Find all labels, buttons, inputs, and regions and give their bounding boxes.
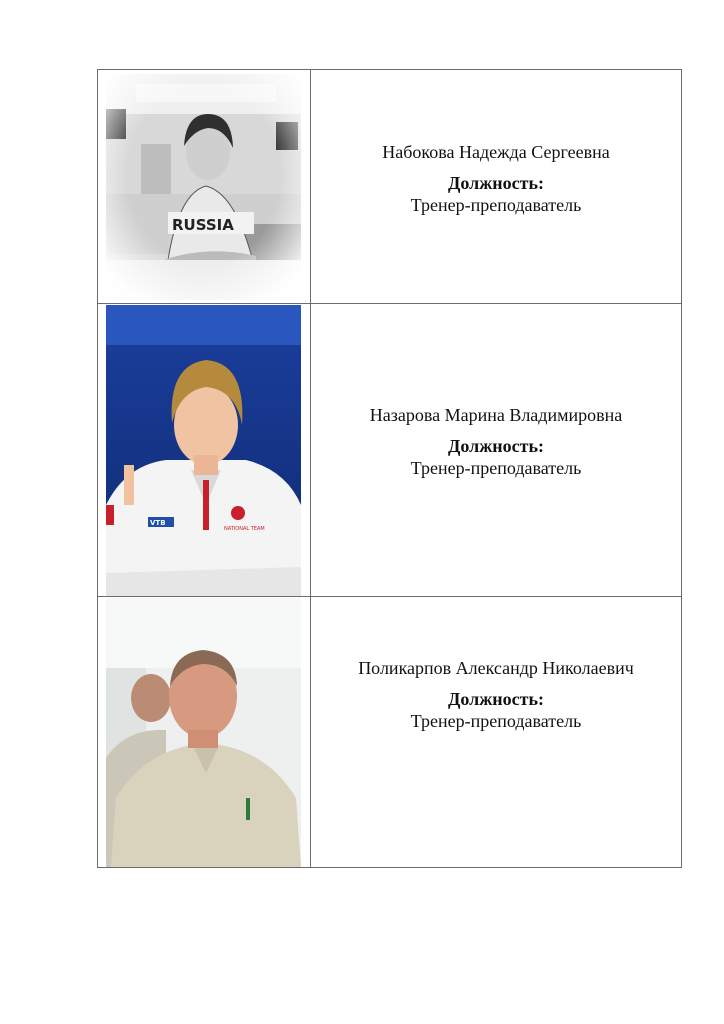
photo-cell xyxy=(98,304,311,597)
person-name: Назарова Марина Владимировна xyxy=(369,405,623,425)
position-label: Должность: xyxy=(447,689,544,709)
staff-row xyxy=(98,597,682,868)
person-name: Набокова Надежда Сергеевна xyxy=(382,141,610,162)
photo-cell xyxy=(98,70,311,304)
position-label: Должность: xyxy=(447,172,544,193)
svg-text:VTB: VTB xyxy=(150,519,166,527)
position-value: Тренер-преподаватель xyxy=(410,458,582,478)
staff-photo-nabokova xyxy=(106,74,301,300)
staff-row xyxy=(98,70,682,304)
staff-row xyxy=(98,304,682,597)
position-label: Должность: xyxy=(447,436,544,456)
position-value: Тренер-преподаватель xyxy=(410,711,582,731)
info-cell xyxy=(311,597,682,868)
svg-text:NATIONAL TEAM: NATIONAL TEAM xyxy=(224,526,265,532)
staff-photo-nazarova xyxy=(106,305,301,596)
staff-photo-polikarpov xyxy=(106,598,301,867)
info-cell xyxy=(311,70,682,304)
staff-table xyxy=(97,69,682,868)
info-cell xyxy=(311,304,682,597)
photo-cell xyxy=(98,597,311,868)
position-value: Тренер-преподаватель xyxy=(410,194,582,215)
person-name: Поликарпов Александр Николаевич xyxy=(358,658,634,678)
